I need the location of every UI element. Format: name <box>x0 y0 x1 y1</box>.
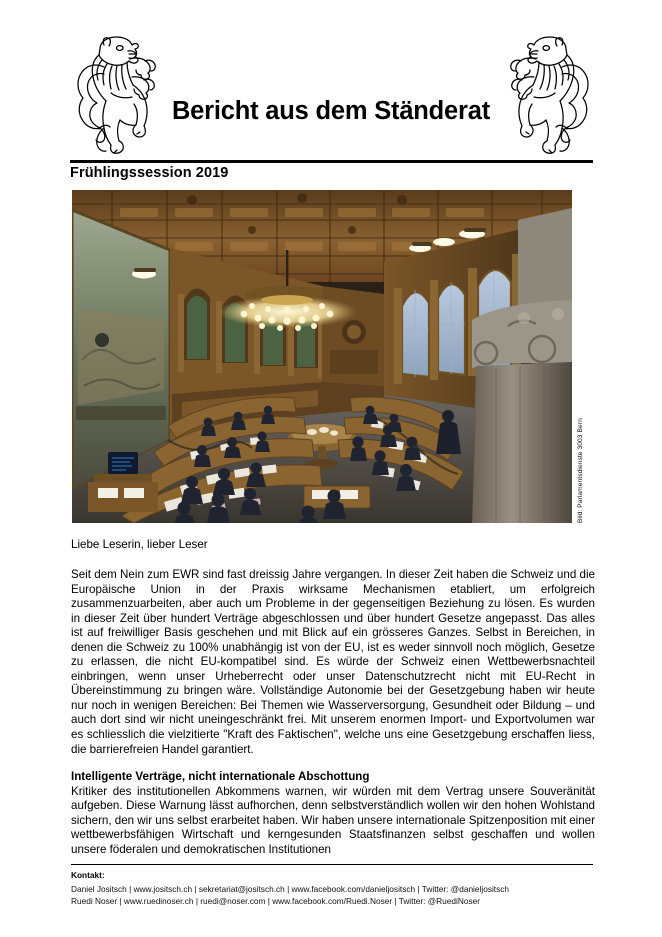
kontakt-label: Kontakt: <box>71 870 105 880</box>
photo-credit-text: Bild: Parlamentsdienste 3003 Bern <box>577 418 584 523</box>
contact-line-noser: Ruedi Noser | www.ruedinoser.ch | ruedi@noser.com | www.facebook.com/Ruedi.Noser | Twitter: @RuediNoser <box>71 895 480 906</box>
zurich-lion-crest-left-icon <box>66 33 178 157</box>
subheading-1: Intelligente Verträge, nicht internationale Abschottung <box>71 770 370 784</box>
photo-credit <box>575 190 593 523</box>
page-title: Bericht aus dem Ständerat <box>171 97 491 126</box>
contact-footer <box>71 870 595 907</box>
session-label: Frühlingssession 2019 <box>70 165 229 181</box>
zurich-lion-crest-right-icon <box>488 33 600 157</box>
footer-divider <box>71 864 593 865</box>
paragraph-1: Seit dem Nein zum EWR sind fast dreissig Jahre vergangen. In dieser Zeit haben die Schweiz und die Europäische Union in der Praxis wirksame Mechanismen etabliert, um erfolgreich zusammenzuarbeiten, aber auch um Probleme in der gegenseitigen Beziehung zu lösen. Es wurden in dieser Zeit über hundert Verträge abgeschlossen und über hundert Gesetze angepasst. Das alles ist auf freiwilliger Basis geschehen und mit Blick auf ein grösseres Ganzes. Selbst in Bereichen, in denen die Schweiz zu 100% unabhängig ist von der EU, ist es weder sinnvoll noch möglich, Gesetze zu erlassen, die nicht EU-kompatibel sind. Es würde der Schweiz einen Wettbewerbsnachteil einbringen, wenn unser Urheberrecht oder unser Datenschutzrecht nicht mit EU-Recht in Übereinstimmung zu bringen wäre. Vollständige Autonomie bei der Gesetzgebung haben wir heute nur noch in wenigen Bereichen: Bei Themen wie Wasserversorgung, Gesundheit oder Bildung – und auch dort sind wir nicht uneingeschränkt frei. Mit unserem enormen Import- und Exportvolumen war es schliesslich die vielzitierte "Kraft des Faktischen", welche uns eine Gesetzgebung erschaffen liess, die barrierefreien Handel garantiert. <box>71 568 595 756</box>
contact-line-jositsch: Daniel Jositsch | www.jositsch.ch | sekretariat@jositsch.ch | www.facebook.com/danieljositsch | Twitter: @danieljositsch <box>71 883 510 894</box>
paragraph-2: Kritiker des institutionellen Abkommens warnen, wir würden mit dem Vertrag unsere Souveränität aufgeben. Diese Warnung lässt aufhorchen, denn selbstverständlich wollen wir den hohen Wohlstand sichern, den wir uns selbst erarbeitet haben. Wir haben unsere internationale Spitzenposition mit einer wettbewerbsfähigen Wirtschaft und kerngesunden Staatsfinanzen selbst geschaffen und wollen unsere föderalen und demokratischen Institutionen <box>71 784 595 856</box>
salutation: Liebe Leserin, lieber Leser <box>71 538 208 551</box>
article-body <box>71 538 595 857</box>
council-chamber-photo <box>72 190 572 523</box>
chamber-photo-block <box>72 190 572 523</box>
header-divider <box>70 160 593 163</box>
document-masthead <box>0 0 662 160</box>
